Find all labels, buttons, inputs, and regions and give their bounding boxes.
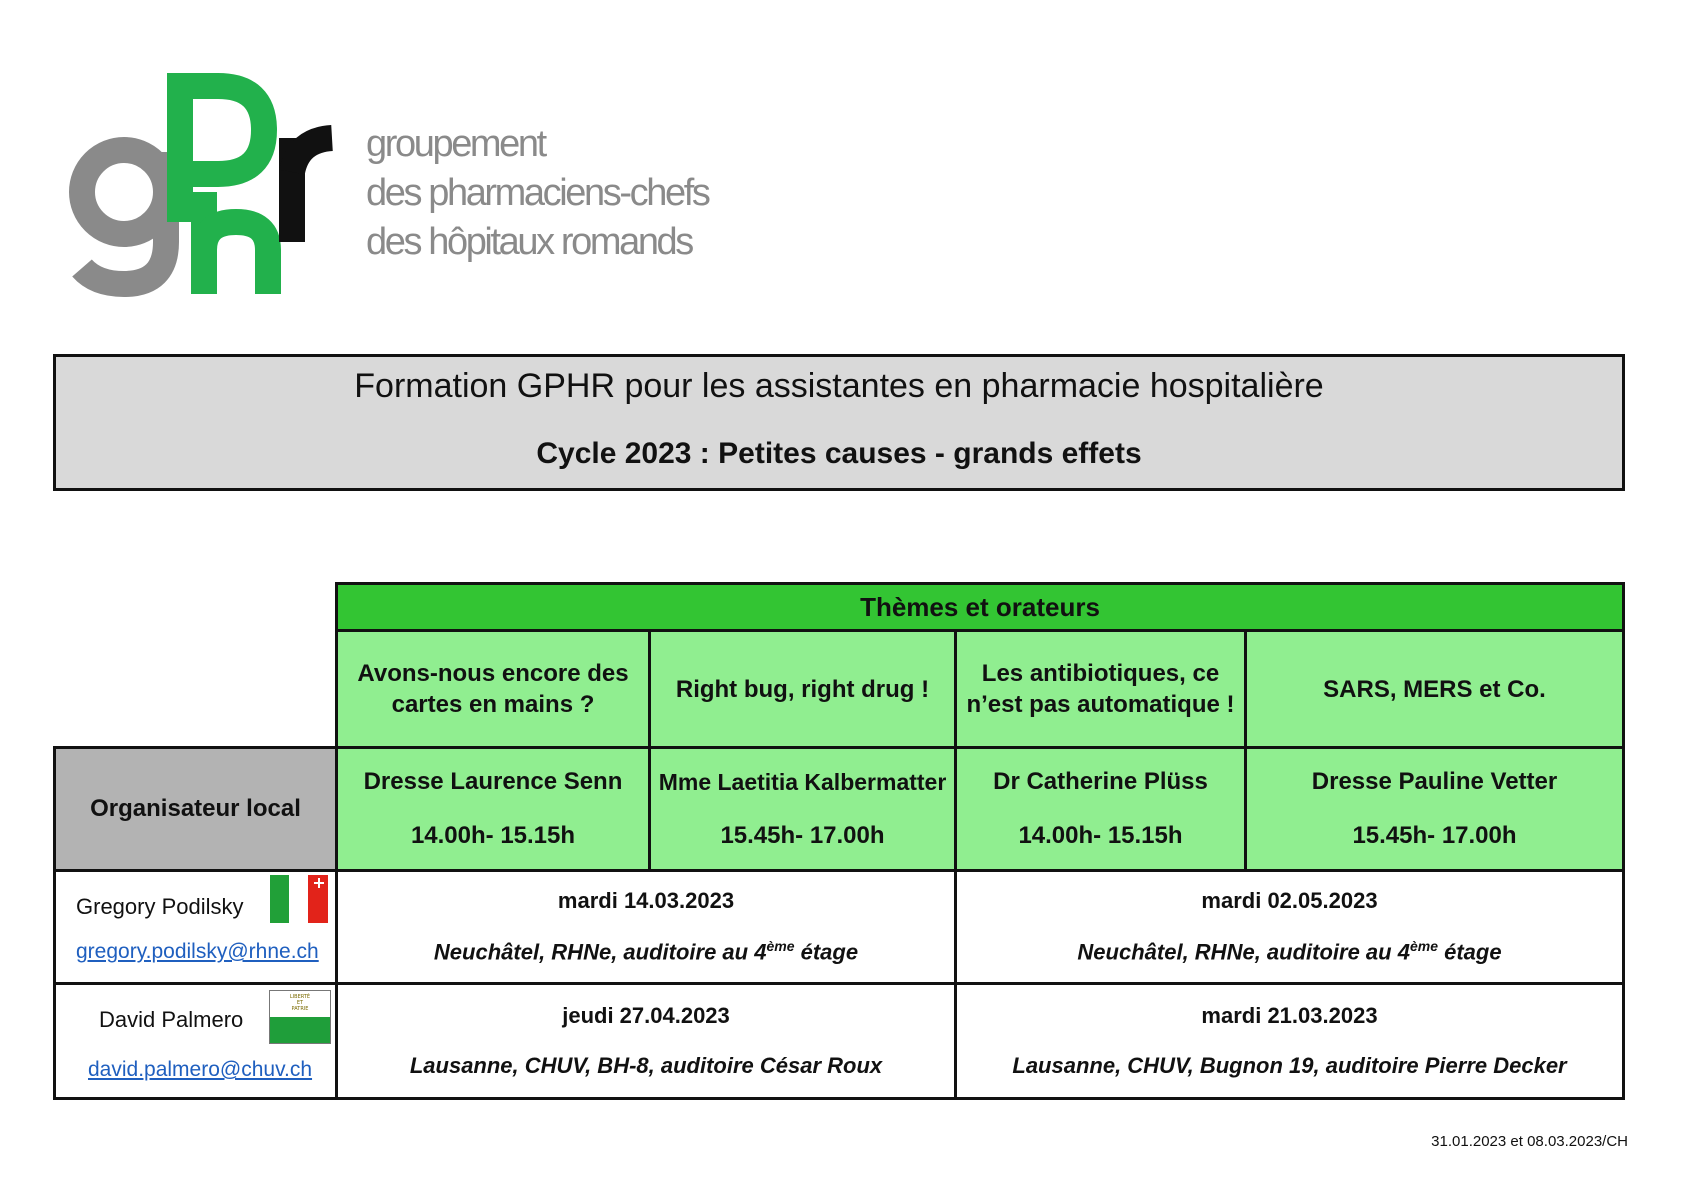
gphr-logo-mark	[60, 72, 360, 312]
logo-tagline-line: groupement	[366, 123, 545, 165]
speaker-cell	[1244, 746, 1625, 872]
event-location-text: Neuchâtel, RHNe, auditoire au 4	[1077, 939, 1410, 965]
organizer-email-link[interactable]: david.palmero@chuv.ch	[88, 1058, 313, 1081]
session-time: 15.45h- 17.00h	[720, 821, 885, 849]
organizer-cell	[53, 982, 338, 1100]
speaker-name: Dr Catherine Plüss	[993, 768, 1208, 795]
event-location-text: Neuchâtel, RHNe, auditoire au 4	[433, 939, 767, 965]
organizer-cell	[53, 869, 338, 985]
event-location	[1077, 938, 1501, 965]
footer-note: 31.01.2023 et 08.03.2023/CH	[1431, 1133, 1628, 1150]
speaker-cell	[954, 746, 1247, 872]
event-date: jeudi 27.04.2023	[562, 1003, 730, 1028]
organizer-name: Gregory Podilsky	[76, 894, 244, 919]
logo-letter-h	[204, 192, 268, 294]
theme-cell: Avons-nous encore des cartes en mains ?	[335, 629, 651, 749]
event-location-sup: ème	[766, 938, 795, 955]
event-location-sup: ème	[1409, 938, 1438, 955]
event-location	[434, 938, 858, 965]
event-cell	[954, 982, 1625, 1100]
theme-cell: Les antibiotiques, ce n’est pas automatique !	[954, 629, 1247, 749]
event-date: mardi 21.03.2023	[1201, 1003, 1378, 1028]
page-subtitle: Cycle 2023 : Petites causes - grands effets	[536, 437, 1142, 470]
session-time: 14.00h- 15.15h	[1018, 822, 1183, 849]
neuchatel-flag-icon	[270, 875, 328, 923]
logo-letter-g	[82, 150, 166, 284]
organizer-email-link[interactable]: gregory.podilsky@rhne.ch	[76, 940, 319, 963]
table-header: Thèmes et orateurs	[335, 582, 1625, 632]
event-location	[410, 1053, 882, 1079]
speaker-cell	[648, 746, 957, 872]
vaud-flag-motto-line: PATRIE	[291, 1006, 309, 1012]
event-location	[1012, 1053, 1566, 1079]
event-date: mardi 14.03.2023	[557, 888, 735, 914]
speaker-name: Dresse Pauline Vetter	[1311, 768, 1558, 795]
speaker-name: Mme Laetitia Kalbermatter	[658, 768, 947, 795]
event-date: mardi 02.05.2023	[1201, 888, 1378, 914]
event-location-text: Lausanne, CHUV, BH-8, auditoire César Roux	[409, 1053, 883, 1078]
theme-cell: Right bug, right drug !	[648, 629, 957, 749]
title-box	[53, 354, 1625, 491]
theme-cell: SARS, MERS et Co.	[1244, 629, 1625, 749]
organizer-label-cell	[53, 746, 338, 872]
logo-tagline-line: des pharmaciens-chefs	[366, 172, 709, 214]
event-cell	[335, 869, 957, 985]
session-time: 14.00h- 15.15h	[410, 822, 576, 849]
event-cell	[954, 869, 1625, 985]
vaud-flag-motto-line: LIBERTÉ	[289, 994, 311, 1000]
organizer-label: Organisateur local	[90, 795, 301, 822]
event-location-text: étage	[1437, 939, 1502, 965]
organizer-name: David Palmero	[99, 1007, 244, 1032]
vaud-flag-icon	[269, 990, 331, 1044]
event-location-text: Lausanne, CHUV, Bugnon 19, auditoire Pierre Decker	[1012, 1053, 1567, 1078]
speaker-cell	[335, 746, 651, 872]
logo-tagline	[366, 120, 708, 267]
speaker-name: Dresse Laurence Senn	[363, 768, 623, 795]
session-time: 15.45h- 17.00h	[1352, 822, 1517, 849]
page-title: Formation GPHR pour les assistantes en pharmacie hospitalière	[354, 367, 1324, 405]
logo-letter-r	[292, 138, 332, 242]
event-location-text: étage	[794, 939, 859, 965]
vaud-flag-motto-line: ET	[296, 1000, 304, 1006]
event-cell	[335, 982, 957, 1100]
vaud-flag-motto	[270, 994, 330, 1012]
gphr-logo	[60, 72, 780, 312]
logo-tagline-line: des hôpitaux romands	[366, 221, 692, 263]
